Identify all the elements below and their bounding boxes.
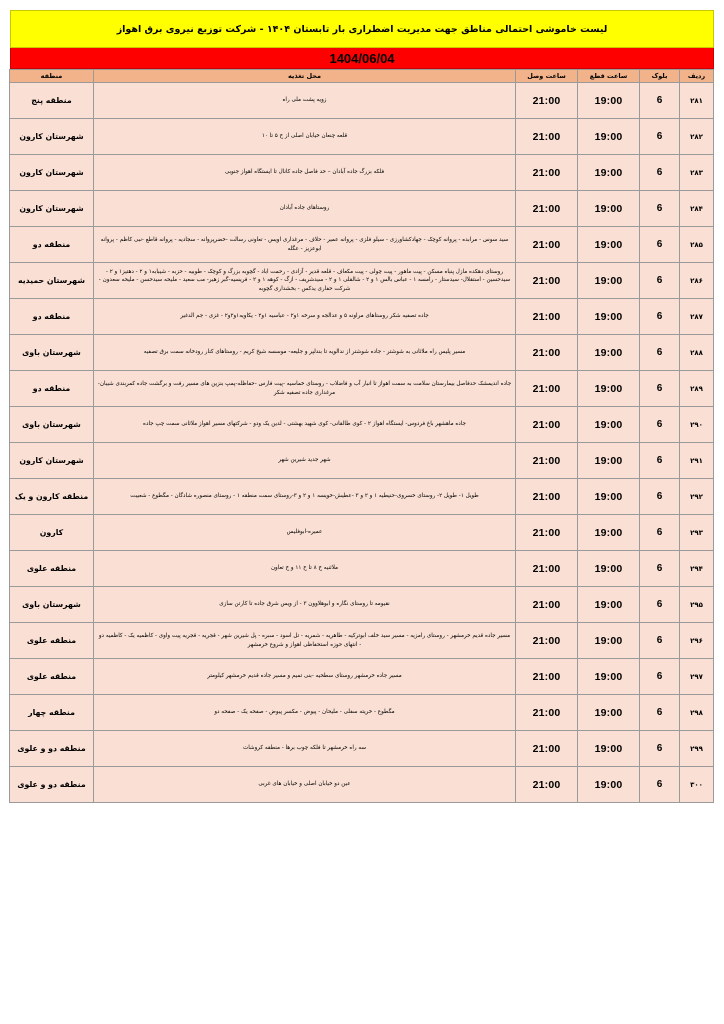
cell-location: روستای دهکده مازل پنباه مسکن - پیت ماهور - پیت چولی - پیت مکعاف - قلعه قدیر - آزادی - رحمت اباد - گچوبه بزرگ و کوچک - طوبیه - حزبه - شیبابه۱ و ۲ - دهتیز۱ و ۲ - سیدحسین - استقلال- سیدستار - رامسه ۱ - عباس بالس ۱ و ۲ - شالقلی ۱ و ۲ - سیدشریف - ازگ - کوهه ۱ و ۲ - فریسیه-گبر زهیر- مب سعید - ملیحه سیدحسن - ملیحه سعدون - شرکت حفاری یدکس - بخشداری گچوبه: [94, 263, 516, 299]
cell-row-number: ۲۹۲: [680, 479, 714, 515]
cell-on-time: 21:00: [516, 191, 578, 227]
cell-block: 6: [640, 155, 680, 191]
cell-block: 6: [640, 587, 680, 623]
table-row: [10, 587, 714, 623]
cell-row-number: ۲۹۶: [680, 623, 714, 659]
cell-off-time: 19:00: [578, 515, 640, 551]
cell-off-time: 19:00: [578, 587, 640, 623]
cell-on-time: 21:00: [516, 227, 578, 263]
table-row: [10, 731, 714, 767]
cell-district: شهرستان باوی: [10, 587, 94, 623]
cell-on-time: 21:00: [516, 479, 578, 515]
cell-on-time: 21:00: [516, 335, 578, 371]
cell-row-number: ۲۹۷: [680, 659, 714, 695]
cell-district: شهرستان باوی: [10, 407, 94, 443]
column-header-block: بلوک: [640, 70, 680, 83]
cell-row-number: ۳۰۰: [680, 767, 714, 803]
table-row: [10, 695, 714, 731]
cell-location: جاده اندیمشک حدفاصل بیمارستان سلامت به سمت اهواز تا انبار آب و فاضلاب - روستای خماسیه -پیت فارس -حفاظله-پمپ بنزین های مسیر رفت و برگشت جاده کمربندی شیبان- مرغداری جاده تصفیه شکر: [94, 371, 516, 407]
cell-on-time: 21:00: [516, 731, 578, 767]
cell-on-time: 21:00: [516, 119, 578, 155]
cell-off-time: 19:00: [578, 263, 640, 299]
cell-on-time: 21:00: [516, 767, 578, 803]
cell-row-number: ۲۸۱: [680, 83, 714, 119]
cell-block: 6: [640, 551, 680, 587]
table-body: [10, 83, 714, 803]
cell-row-number: ۲۹۰: [680, 407, 714, 443]
table-row: [10, 119, 714, 155]
cell-block: 6: [640, 623, 680, 659]
cell-block: 6: [640, 299, 680, 335]
table-row: [10, 83, 714, 119]
cell-location: مسیر پلیس راه ملاثانی به شوشتر - جاده شوشتر از ندالویه تا بندلپر و جلیعه- موسسه شیخ کریم - روستاهای کنار رودخانه سمت برق تصفیه: [94, 335, 516, 371]
table-header-row: [10, 70, 714, 83]
cell-on-time: 21:00: [516, 587, 578, 623]
cell-district: شهرستان کارون: [10, 443, 94, 479]
cell-off-time: 19:00: [578, 767, 640, 803]
cell-block: 6: [640, 695, 680, 731]
cell-location: جاده ماهشهر باغ فردوس- ایستگاه اهواز ۲ - کوی طالقانی- کوی شهید بهشتی - لدین یک ودو - شرکتهای مسیر اهواز ملاثانی سمت چپ جاده: [94, 407, 516, 443]
cell-district: منطقه علوی: [10, 623, 94, 659]
cell-block: 6: [640, 731, 680, 767]
cell-block: 6: [640, 407, 680, 443]
cell-off-time: 19:00: [578, 191, 640, 227]
cell-district: منطقه دو و علوی: [10, 767, 94, 803]
column-header-district: منطقه: [10, 70, 94, 83]
cell-on-time: 21:00: [516, 83, 578, 119]
cell-row-number: ۲۹۸: [680, 695, 714, 731]
cell-off-time: 19:00: [578, 551, 640, 587]
table-header: [10, 70, 714, 83]
cell-block: 6: [640, 119, 680, 155]
cell-district: منطقه علوی: [10, 659, 94, 695]
table-row: [10, 479, 714, 515]
table-row: [10, 623, 714, 659]
cell-row-number: ۲۹۹: [680, 731, 714, 767]
cell-district: شهرستان کارون: [10, 155, 94, 191]
cell-location: ملاثنیه خ ۸ تا خ ۱۱ و خ تعاون: [94, 551, 516, 587]
cell-district: منطقه پنج: [10, 83, 94, 119]
cell-off-time: 19:00: [578, 227, 640, 263]
cell-off-time: 19:00: [578, 155, 640, 191]
cell-location: عمیره-ابوفلیس: [94, 515, 516, 551]
cell-district: کارون: [10, 515, 94, 551]
cell-location: سید سوس - مرابده - پروانه کوچک - جهادکشاورزی - سیلو فلزی - پروانه عمیر - حلاف - مرغداری اویس - تعاونی رسالت -خضرپروانه - سجادیه - پروانه قاطع -نبی کاظم - پروانه ابوعزیز - عگله: [94, 227, 516, 263]
cell-location: سه راه خرمشهر تا فلکه چوب برها - منطقه کروشات: [94, 731, 516, 767]
cell-district: منطقه کارون و یک: [10, 479, 94, 515]
cell-off-time: 19:00: [578, 83, 640, 119]
cell-row-number: ۲۸۷: [680, 299, 714, 335]
cell-row-number: ۲۸۵: [680, 227, 714, 263]
cell-location: مگطوع - خریته سفلی - ملیحان - پیوض - مکسر پیوض - صفحه یک - صفحه دو: [94, 695, 516, 731]
cell-off-time: 19:00: [578, 731, 640, 767]
cell-district: منطقه علوی: [10, 551, 94, 587]
page-title: لیست خاموشی احتمالی مناطق جهت مدیریت اضطراری بار تابستان ۱۴۰۴ - شرکت توزیع نیروی برق اهواز: [10, 10, 714, 48]
column-header-location: محل تغذیه: [94, 70, 516, 83]
cell-off-time: 19:00: [578, 623, 640, 659]
cell-location: جاده تصفیه شکر روستاهای مراونه ۵ و عدالجه و سرخه ۱و۲ - عباسیه ۱و۲ - یکاویه۱و۲و۲ - غزی - جم الدغیر: [94, 299, 516, 335]
cell-block: 6: [640, 371, 680, 407]
schedule-date: 1404/06/04: [10, 48, 714, 69]
cell-row-number: ۲۸۶: [680, 263, 714, 299]
cell-on-time: 21:00: [516, 695, 578, 731]
cell-off-time: 19:00: [578, 407, 640, 443]
cell-block: 6: [640, 767, 680, 803]
cell-block: 6: [640, 83, 680, 119]
cell-on-time: 21:00: [516, 623, 578, 659]
table-row: [10, 659, 714, 695]
cell-off-time: 19:00: [578, 659, 640, 695]
cell-location: طویل ۱- طویل ۲- روستای خسروی-حنیطیه ۱ و ۲ و ۳ -عطیش-خویسه ۱ و ۲ و ۳-روستای سمت منطقه ۱ - روستای منصوره شادگان - مگطوع - شعیبت: [94, 479, 516, 515]
cell-off-time: 19:00: [578, 335, 640, 371]
table-row: [10, 263, 714, 299]
cell-district: منطقه دو: [10, 371, 94, 407]
cell-off-time: 19:00: [578, 443, 640, 479]
cell-block: 6: [640, 443, 680, 479]
cell-off-time: 19:00: [578, 299, 640, 335]
table-row: [10, 407, 714, 443]
cell-row-number: ۲۸۸: [680, 335, 714, 371]
cell-row-number: ۲۸۳: [680, 155, 714, 191]
cell-off-time: 19:00: [578, 695, 640, 731]
cell-district: منطقه دو و علوی: [10, 731, 94, 767]
cell-block: 6: [640, 515, 680, 551]
cell-district: منطقه چهار: [10, 695, 94, 731]
outage-table: [9, 69, 714, 803]
cell-district: شهرستان حمیدیه: [10, 263, 94, 299]
cell-district: شهرستان کارون: [10, 119, 94, 155]
cell-on-time: 21:00: [516, 551, 578, 587]
cell-location: فلکه بزرگ جاده آبادان – حد فاصل جاده کانال تا ایستگاه اهواز جنوبی: [94, 155, 516, 191]
cell-location: نقیومه تا روستای نگاره و ابوهلاوون ۳ - از ویس شرق جاده تا کارتن سازی: [94, 587, 516, 623]
cell-row-number: ۲۸۹: [680, 371, 714, 407]
cell-off-time: 19:00: [578, 119, 640, 155]
cell-district: منطقه دو: [10, 227, 94, 263]
cell-row-number: ۲۹۵: [680, 587, 714, 623]
table-row: [10, 335, 714, 371]
table-row: [10, 155, 714, 191]
cell-district: شهرستان باوی: [10, 335, 94, 371]
table-row: [10, 299, 714, 335]
cell-block: 6: [640, 227, 680, 263]
cell-location: روستاهای جاده آبادان: [94, 191, 516, 227]
cell-row-number: ۲۹۳: [680, 515, 714, 551]
cell-row-number: ۲۹۱: [680, 443, 714, 479]
cell-on-time: 21:00: [516, 263, 578, 299]
table-row: [10, 371, 714, 407]
cell-district: شهرستان کارون: [10, 191, 94, 227]
cell-on-time: 21:00: [516, 155, 578, 191]
cell-on-time: 21:00: [516, 659, 578, 695]
cell-location: مسیر جاده قدیم خرمشهر - روستای رامزیه - مسیر سید خلف ابوترکیه - طاهریه - شمریه - تل اسود - سبره - پل شیرین شهر - قجریه - قجریه پیت واوی - کاظمیه یک - کاظمیه دو - انتهای حوزه استحفاظی اهواز و شروع خرمشهر: [94, 623, 516, 659]
cell-row-number: ۲۹۴: [680, 551, 714, 587]
table-row: [10, 227, 714, 263]
column-header-off-time: ساعت قطع: [578, 70, 640, 83]
cell-block: 6: [640, 479, 680, 515]
cell-location: شهر جدید شیرین شهر: [94, 443, 516, 479]
table-row: [10, 443, 714, 479]
table-row: [10, 551, 714, 587]
cell-block: 6: [640, 659, 680, 695]
cell-block: 6: [640, 191, 680, 227]
cell-off-time: 19:00: [578, 479, 640, 515]
cell-block: 6: [640, 263, 680, 299]
cell-location: زویه پشت ملی راه: [94, 83, 516, 119]
cell-on-time: 21:00: [516, 443, 578, 479]
cell-on-time: 21:00: [516, 515, 578, 551]
cell-row-number: ۲۸۴: [680, 191, 714, 227]
cell-district: منطقه دو: [10, 299, 94, 335]
table-row: [10, 515, 714, 551]
cell-on-time: 21:00: [516, 407, 578, 443]
cell-location: قلعه چنعان خیابان اصلی از خ ۵ تا ۱۰: [94, 119, 516, 155]
cell-block: 6: [640, 335, 680, 371]
cell-on-time: 21:00: [516, 299, 578, 335]
cell-location: عین دو خیابان اصلی و خیابان های غربی: [94, 767, 516, 803]
column-header-on-time: ساعت وصل: [516, 70, 578, 83]
cell-off-time: 19:00: [578, 371, 640, 407]
table-row: [10, 191, 714, 227]
cell-location: مسیر جاده خرمشهر روستای سطحیه -بنی تمیم و مسیر جاده قدیم خرمشهر کیلومتر: [94, 659, 516, 695]
table-row: [10, 767, 714, 803]
cell-on-time: 21:00: [516, 371, 578, 407]
cell-row-number: ۲۸۲: [680, 119, 714, 155]
column-header-radif: ردیف: [680, 70, 714, 83]
